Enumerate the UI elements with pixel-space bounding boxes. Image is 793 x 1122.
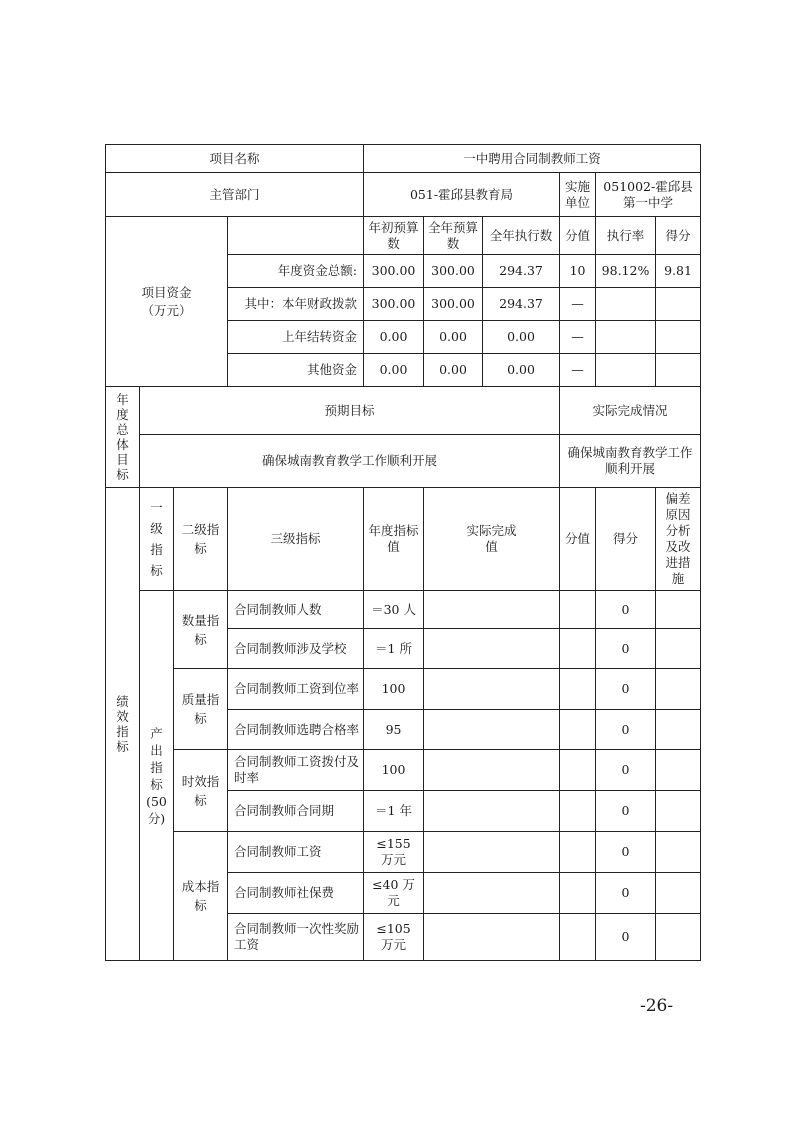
perf-header-score-value-text: 分值 bbox=[565, 531, 591, 546]
page-number: -26- bbox=[640, 996, 674, 1016]
impl-label: 实施单位 bbox=[560, 173, 596, 217]
perf-header-level3: 三级指标 bbox=[228, 488, 364, 591]
fund-executed: 294.37 bbox=[483, 255, 560, 288]
level2-indicator bbox=[174, 832, 228, 961]
annual-target bbox=[364, 750, 424, 791]
funds-header-score: 得分 bbox=[656, 217, 701, 255]
deviation bbox=[656, 873, 701, 914]
perf-header-annual-text: 年度指标值 bbox=[368, 523, 419, 554]
level3-indicator: 合同制教师合同期 bbox=[228, 791, 364, 832]
dept-label: 主管部门 bbox=[106, 173, 364, 217]
level3-indicator: 合同制教师人数 bbox=[228, 591, 364, 629]
goals-expected-value: 确保城南教育教学工作顺利开展 bbox=[140, 435, 560, 488]
goals-expected-label: 预期目标 bbox=[140, 387, 560, 435]
deviation bbox=[656, 791, 701, 832]
actual-value bbox=[424, 669, 560, 710]
fund-annual: 300.00 bbox=[424, 288, 483, 321]
fund-executed: 0.00 bbox=[483, 321, 560, 354]
project-name-label: 项目名称 bbox=[106, 145, 364, 173]
annual-target-text: ＝1 年 bbox=[375, 803, 412, 818]
annual-target bbox=[364, 591, 424, 629]
annual-target-text: ≤105 万元 bbox=[376, 921, 411, 952]
score: 0 bbox=[596, 873, 656, 914]
fund-score-value: — bbox=[560, 288, 596, 321]
deviation bbox=[656, 914, 701, 961]
impl-value: 051002-霍邱县第一中学 bbox=[596, 173, 701, 217]
goals-label bbox=[106, 387, 140, 488]
score-value bbox=[560, 914, 596, 961]
fund-row-label: 年度资金总额: bbox=[228, 255, 364, 288]
perf-header-actual-text: 实际完成值 bbox=[466, 523, 517, 554]
funds-header-annual: 全年预算数 bbox=[424, 217, 483, 255]
actual-value bbox=[424, 710, 560, 750]
score-value bbox=[560, 791, 596, 832]
funds-header-rate: 执行率 bbox=[596, 217, 656, 255]
actual-value bbox=[424, 591, 560, 629]
score-value bbox=[560, 669, 596, 710]
performance-table bbox=[105, 144, 701, 961]
actual-value bbox=[424, 791, 560, 832]
annual-target-text: 95 bbox=[385, 721, 402, 737]
fund-score-value: — bbox=[560, 321, 596, 354]
fund-executed: 0.00 bbox=[483, 354, 560, 387]
perf-header-level1-text: 一级指标 bbox=[150, 500, 163, 578]
fund-score bbox=[656, 288, 701, 321]
fund-initial: 0.00 bbox=[364, 321, 424, 354]
actual-value bbox=[424, 873, 560, 914]
actual-value bbox=[424, 914, 560, 961]
indicator-row bbox=[106, 591, 701, 629]
fund-score: 9.81 bbox=[656, 255, 701, 288]
score: 0 bbox=[596, 832, 656, 873]
level2-indicator bbox=[174, 591, 228, 669]
level2-indicator-text: 成本指标 bbox=[181, 879, 220, 913]
actual-value bbox=[424, 750, 560, 791]
perf-header-level1 bbox=[140, 488, 174, 591]
fund-score bbox=[656, 354, 701, 387]
perf-header-deviation-text: 偏差原因分析及改进措施 bbox=[665, 491, 691, 586]
level3-indicator: 合同制教师工资 bbox=[228, 832, 364, 873]
score-value bbox=[560, 591, 596, 629]
fund-rate bbox=[596, 321, 656, 354]
goals-actual-value: 确保城南教育教学工作顺利开展 bbox=[560, 435, 701, 488]
level3-indicator: 合同制教师社保费 bbox=[228, 873, 364, 914]
fund-executed: 294.37 bbox=[483, 288, 560, 321]
annual-target bbox=[364, 669, 424, 710]
level2-indicator-text: 时效指标 bbox=[181, 773, 220, 808]
annual-target-text: 100 bbox=[381, 762, 406, 777]
performance-label bbox=[106, 488, 140, 961]
annual-target bbox=[364, 873, 424, 914]
deviation bbox=[656, 750, 701, 791]
score: 0 bbox=[596, 914, 656, 961]
fund-rate bbox=[596, 288, 656, 321]
funds-header-score-value: 分值 bbox=[560, 217, 596, 255]
funds-header-blank bbox=[228, 217, 364, 255]
fund-row-label: 其他资金 bbox=[228, 354, 364, 387]
annual-target-text: ＝1 所 bbox=[375, 640, 412, 656]
actual-value bbox=[424, 629, 560, 669]
fund-rate: 98.12% bbox=[596, 255, 656, 288]
indicator-row bbox=[106, 669, 701, 710]
indicator-row bbox=[106, 750, 701, 791]
level3-indicator: 合同制教师一次性奖励工资 bbox=[228, 914, 364, 961]
fund-score bbox=[656, 321, 701, 354]
score: 0 bbox=[596, 791, 656, 832]
perf-header-score: 得分 bbox=[596, 488, 656, 591]
score: 0 bbox=[596, 591, 656, 629]
fund-initial: 0.00 bbox=[364, 354, 424, 387]
annual-target bbox=[364, 832, 424, 873]
score-value bbox=[560, 832, 596, 873]
score: 0 bbox=[596, 669, 656, 710]
funds-label-text: 项目资金（万元） bbox=[141, 284, 192, 318]
dept-value: 051-霍邱县教育局 bbox=[364, 173, 560, 217]
perf-header-score-value bbox=[560, 488, 596, 591]
annual-target bbox=[364, 791, 424, 832]
score-value bbox=[560, 629, 596, 669]
fund-annual: 0.00 bbox=[424, 354, 483, 387]
level3-indicator: 合同制教师选聘合格率 bbox=[228, 710, 364, 750]
score: 0 bbox=[596, 710, 656, 750]
level2-indicator bbox=[174, 750, 228, 832]
goals-label-text: 年度总体目标 bbox=[116, 391, 129, 482]
level2-indicator bbox=[174, 669, 228, 750]
deviation bbox=[656, 629, 701, 669]
score-value bbox=[560, 710, 596, 750]
level2-indicator-text: 数量指标 bbox=[181, 612, 220, 647]
annual-target bbox=[364, 629, 424, 669]
level1-indicator-text: 产出指标(50分) bbox=[146, 725, 167, 826]
score: 0 bbox=[596, 750, 656, 791]
deviation bbox=[656, 832, 701, 873]
indicator-row bbox=[106, 832, 701, 873]
perf-header-annual bbox=[364, 488, 424, 591]
fund-annual: 300.00 bbox=[424, 255, 483, 288]
perf-header-level2 bbox=[174, 488, 228, 591]
fund-score-value: 10 bbox=[560, 255, 596, 288]
perf-header-level2-text: 二级指标 bbox=[181, 522, 220, 556]
score-value bbox=[560, 873, 596, 914]
fund-annual: 0.00 bbox=[424, 321, 483, 354]
annual-target-text: ≤40 万元 bbox=[372, 877, 415, 908]
perf-header-deviation bbox=[656, 488, 701, 591]
score-value bbox=[560, 750, 596, 791]
perf-header-actual bbox=[424, 488, 560, 591]
deviation bbox=[656, 710, 701, 750]
actual-value bbox=[424, 832, 560, 873]
annual-target-text: ＝30 人 bbox=[371, 601, 416, 617]
fund-initial: 300.00 bbox=[364, 255, 424, 288]
funds-label bbox=[106, 217, 228, 387]
level3-indicator: 合同制教师工资到位率 bbox=[228, 669, 364, 710]
level3-indicator: 合同制教师涉及学校 bbox=[228, 629, 364, 669]
performance-label-text: 绩效指标 bbox=[116, 693, 129, 754]
project-name-value: 一中聘用合同制教师工资 bbox=[364, 145, 701, 173]
funds-header-executed: 全年执行数 bbox=[483, 217, 560, 255]
fund-rate bbox=[596, 354, 656, 387]
level2-indicator-text: 质量指标 bbox=[181, 692, 220, 726]
annual-target-text: ≤155 万元 bbox=[376, 836, 411, 867]
score: 0 bbox=[596, 629, 656, 669]
fund-row-label: 上年结转资金 bbox=[228, 321, 364, 354]
annual-target bbox=[364, 710, 424, 750]
funds-header-initial: 年初预算数 bbox=[364, 217, 424, 255]
annual-target bbox=[364, 914, 424, 961]
fund-initial: 300.00 bbox=[364, 288, 424, 321]
deviation bbox=[656, 591, 701, 629]
fund-score-value: — bbox=[560, 354, 596, 387]
deviation bbox=[656, 669, 701, 710]
level3-indicator: 合同制教师工资拨付及时率 bbox=[228, 750, 364, 791]
goals-actual-label: 实际完成情况 bbox=[560, 387, 701, 435]
annual-target-text: 100 bbox=[381, 681, 406, 696]
fund-row-label: 其中：本年财政拨款 bbox=[228, 288, 364, 321]
level1-indicator bbox=[140, 591, 174, 961]
